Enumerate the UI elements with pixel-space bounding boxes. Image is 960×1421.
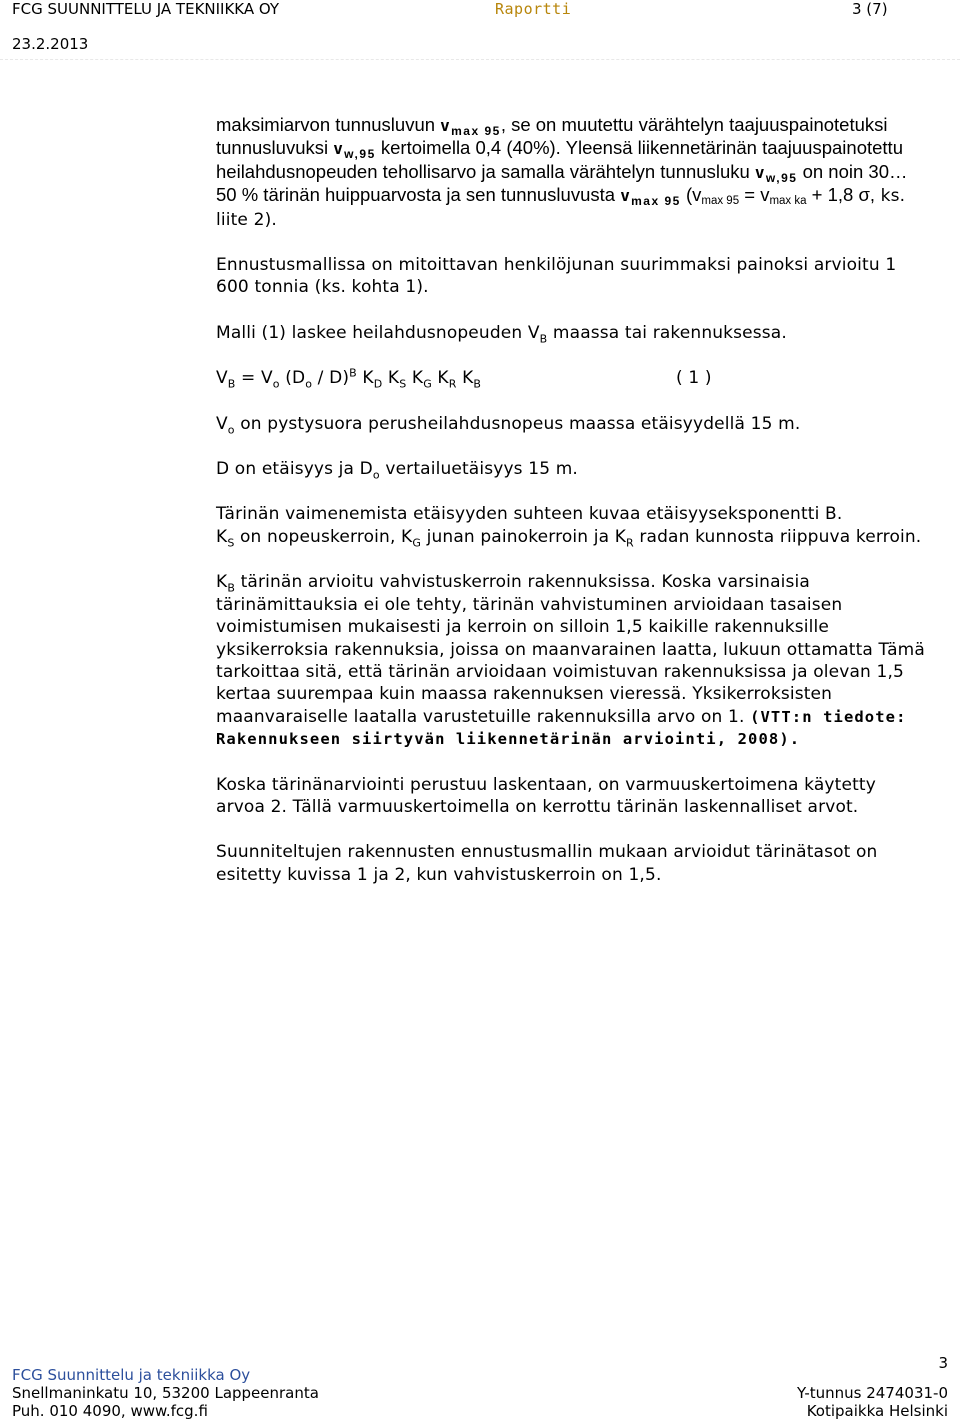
footer-address: Snellmaninkatu 10, 53200 Lappeenranta [12, 1384, 319, 1402]
vtt-reference: (VTT:n tiedote: Rakennukseen siirtyvän liikennetärinän arviointi, 2008). [216, 707, 907, 749]
header-date: 23.2.2013 [12, 35, 89, 53]
report-body [216, 114, 926, 886]
footer-contact: Puh. 010 4090, www.fcg.fi [12, 1402, 208, 1420]
formula-number: ( 1 ) [676, 368, 712, 389]
paragraph-train-weight: Ennustusmallissa on mitoittavan henkilöjunan suurimmaksi painoksi arvioitu 1 600 tonnia (ks. kohta 1). [216, 255, 897, 298]
paragraph-amplification: $K_B$ tärinän arvioitu vahvistuskerroin rakennuksissa. Koska varsinaisia tärinämittauksia ei ole tehty, tärinän vahvistuminen arvioidaan tasaisen voimistumisen mukaisesti ja kerroin on silloin 1,5 kaikille rakennuksille yksikerroksia rakennuksia, joissa on maanvarainen laatta, lukuun ottamatta Tämä tarkoittaa sitä, että tärinän arvioidaan voimistuvan rakennuksissa ja olevan 1,5 kertaa suurempaa kuin maassa rakennuksen vieressä. Yksikerroksisten maanvaraiselle laatalla varustetuille rakennuksilla arvo on 1. (VTT:n tiedote: Rakennukseen siirtyvän liikennetärinän arviointi, 2008). [216, 572, 925, 749]
paragraph-vibration-values: maksimiarvon tunnusluvun $v_{max 95}$, se on muutettu värähtelyn taajuuspainotetuksi tunnusluvuksi $v_{w,95}$ kertoimella 0,4 (40%). Yleensä liikennetärinän taajuuspainotettu heilahdusnopeuden tehollisarvo ja samalla värähtelyn tunnusluku $v_{w,95}$ on noin 30…50 % tärinän huippuarvosta ja sen tunnusluvusta $v_{max 95}$ (vmax 95 = vmax ka + 1,8 σ, ks. liite 2). [216, 114, 908, 230]
page-footer [0, 1352, 960, 1421]
footer-business-id: Y-tunnus 2474031-0 [796, 1384, 948, 1402]
formula-1: $V_B = V_o$ $(D_o / D)^B$ $K_D$ $K_S$ $K_G$ $K_R$ $K_B$ ( 1 ) [216, 366, 712, 391]
paragraph-vo-definition: $V_o$ on pystysuora perusheilahdusnopeus maassa etäisyydellä 15 m. [216, 413, 801, 437]
paragraph-coefficients: Tärinän vaimenemista etäisyyden suhteen kuvaa etäisyyseksponentti B. $K_S$ on nopeuskerroin, $K_G$ junan painokerroin ja $K_R$ radan kunnosta riippuva kerroin. [216, 504, 922, 550]
header-divider [0, 59, 960, 60]
footer-company: FCG Suunnittelu ja tekniikka Oy [12, 1366, 251, 1384]
footer-page-number: 3 [938, 1354, 948, 1372]
paragraph-model-intro: Malli (1) laskee heilahdusnopeuden $V_B$ maassa tai rakennuksessa. [216, 322, 787, 346]
paragraph-safety-factor: Koska tärinänarviointi perustuu laskentaan, on varmuuskertoimena käytetty arvoa 2. Tällä varmuuskertoimella on kerrottu tärinän laskennalliset arvot. [216, 774, 876, 817]
header-company: FCG SUUNNITTELU JA TEKNIIKKA OY [12, 0, 280, 18]
page-header [0, 0, 960, 60]
paragraph-results: Suunniteltujen rakennusten ennustusmallin mukaan arvioidut tärinätasot on esitetty kuvissa 1 ja 2, kun vahvistuskerroin on 1,5. [216, 842, 878, 885]
footer-domicile: Kotipaikka Helsinki [806, 1402, 948, 1420]
paragraph-distance-definition: D on etäisyys ja $D_o$ vertailuetäisyys 15 m. [216, 459, 578, 482]
header-doc-type: Raportti [495, 0, 572, 18]
header-page-of: 3 (7) [852, 0, 888, 18]
